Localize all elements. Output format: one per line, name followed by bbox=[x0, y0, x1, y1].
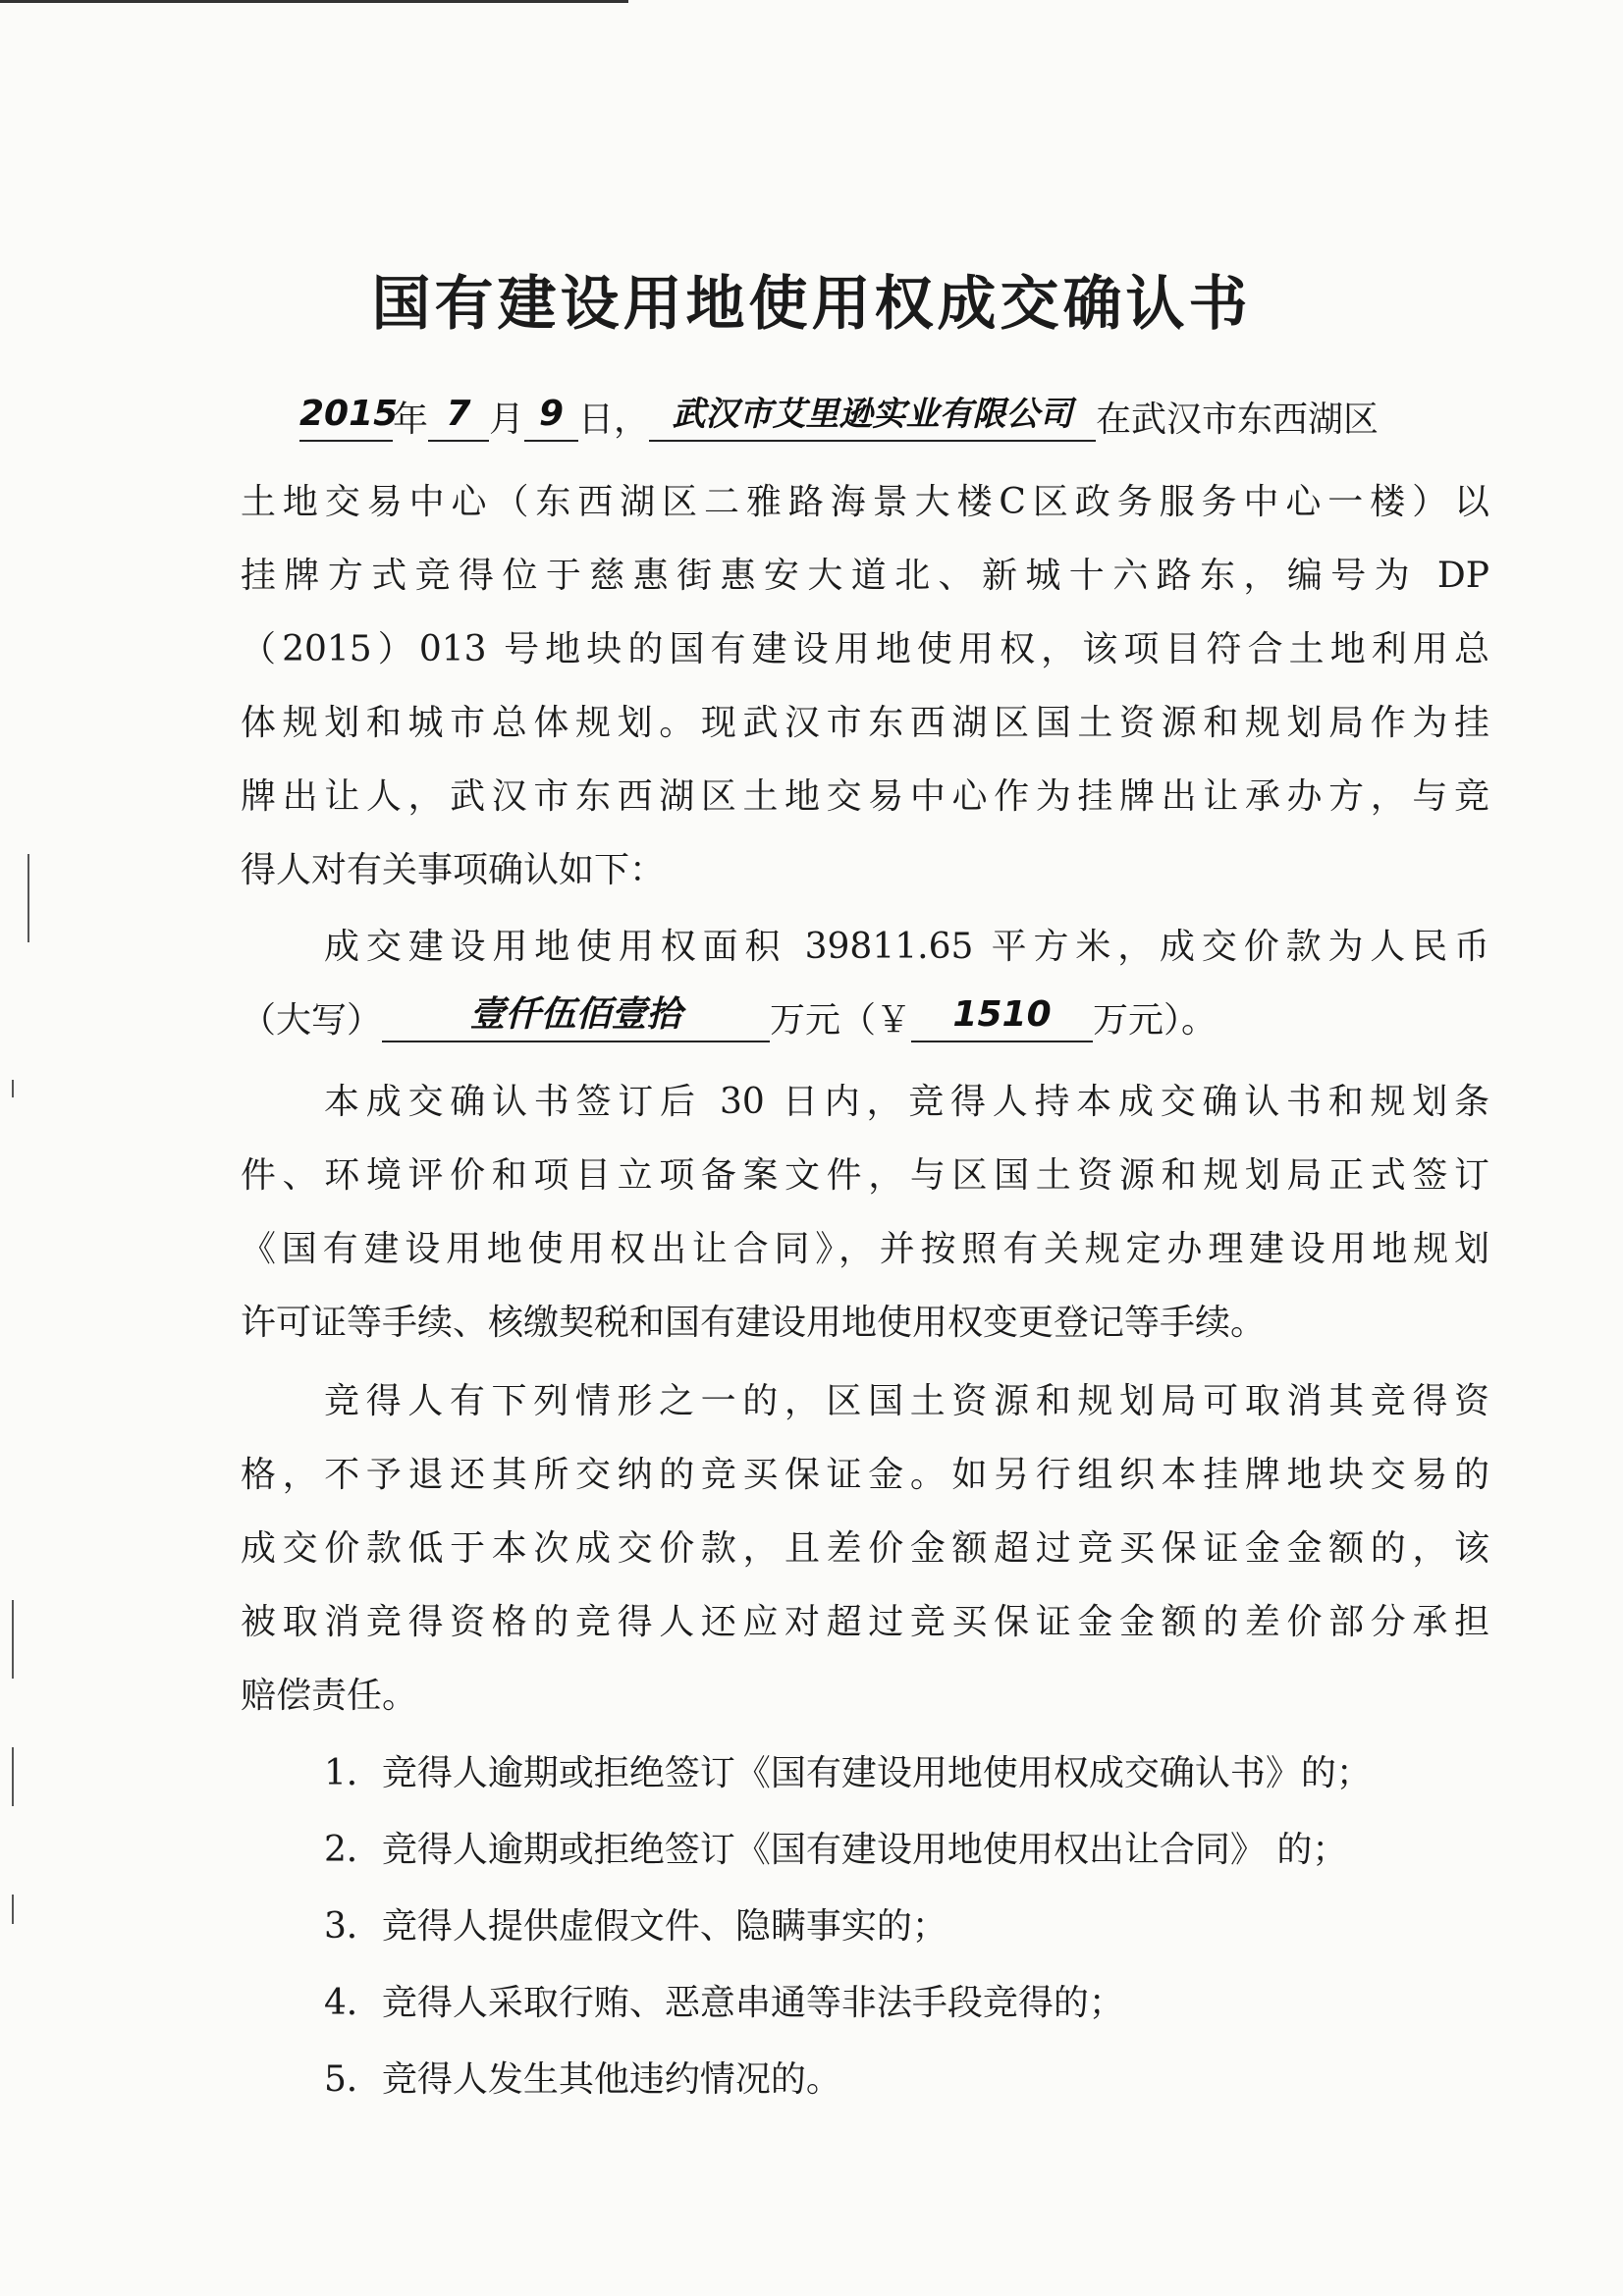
paragraph-line: 本成交确认书签订后 30 日内，竞得人持本成交确认书和规划条 bbox=[324, 1082, 1489, 1122]
paragraph-line: 土地交易中心（东西湖区二雅路海景大楼C区政务服务中心一楼）以 bbox=[241, 482, 1489, 522]
list-item: 2．竞得人逾期或拒绝签订《国有建设用地使用权出让合同》 的； bbox=[324, 1830, 1348, 1870]
scan-artifact bbox=[12, 1080, 14, 1097]
day-handwritten: 9 bbox=[539, 394, 565, 434]
amount-number-label: 万元（￥ bbox=[770, 1000, 912, 1041]
year-label: 年 bbox=[393, 400, 429, 440]
paragraph-line: （2015）013 号地块的国有建设用地使用权，该项目符合土地利用总 bbox=[241, 629, 1489, 669]
amount-upper-label: （大写） bbox=[241, 1000, 383, 1041]
paragraph-line: 许可证等手续、核缴契税和国有建设用地使用权变更登记等手续。 bbox=[241, 1303, 1267, 1343]
scan-artifact bbox=[12, 1895, 14, 1924]
paragraph-line: 挂牌方式竞得位于慈惠街惠安大道北、新城十六路东，编号为 DP bbox=[241, 556, 1489, 596]
amount-number-blank bbox=[911, 994, 1093, 1042]
company-handwritten: 武汉市艾里逊实业有限公司 bbox=[672, 395, 1073, 434]
year-blank bbox=[299, 394, 399, 442]
scan-artifact bbox=[12, 1600, 14, 1679]
scan-artifact bbox=[27, 854, 29, 942]
paragraph-line: 牌出让人，武汉市东西湖区土地交易中心作为挂牌出让承办方，与竞 bbox=[241, 776, 1489, 817]
page-title: 国有建设用地使用权成交确认书 bbox=[371, 270, 1252, 339]
paragraph-line: 件、环境评价和项目立项备案文件，与区国土资源和规划局正式签订 bbox=[241, 1155, 1489, 1196]
month-label: 月 bbox=[489, 400, 525, 440]
scan-artifact bbox=[12, 1747, 14, 1806]
amount-upper-handwritten: 壹仟伍佰壹拾 bbox=[469, 994, 682, 1035]
list-item: 1．竞得人逾期或拒绝签订《国有建设用地使用权成交确认书》的； bbox=[324, 1753, 1372, 1793]
amount-unit-label: 万元）。 bbox=[1093, 1000, 1217, 1041]
paragraph-line: 《国有建设用地使用权出让合同》，并按照有关规定办理建设用地规划 bbox=[241, 1229, 1489, 1269]
scan-edge-line bbox=[0, 0, 628, 3]
day-label: 日， bbox=[578, 400, 650, 440]
year-handwritten: 2015 bbox=[299, 394, 399, 434]
day-blank bbox=[524, 394, 578, 442]
list-item: 5．竞得人发生其他违约情况的。 bbox=[324, 2059, 841, 2100]
company-blank bbox=[649, 395, 1096, 442]
paragraph-line: 体规划和城市总体规划。现武汉市东西湖区国土资源和规划局作为挂 bbox=[241, 703, 1489, 743]
paragraph-line: 得人对有关事项确认如下： bbox=[241, 850, 666, 890]
paragraph-line: 成交建设用地使用权面积 39811.65 平方米，成交价款为人民币 bbox=[324, 927, 1489, 967]
paragraph-line: 被取消竞得资格的竞得人还应对超过竞买保证金金额的差价部分承担 bbox=[241, 1602, 1489, 1642]
list-item: 3．竞得人提供虚假文件、隐瞒事实的； bbox=[324, 1906, 947, 1947]
list-item: 4．竞得人采取行贿、恶意串通等非法手段竞得的； bbox=[324, 1983, 1124, 2023]
amount-line bbox=[241, 994, 1217, 1042]
paragraph-line: 赔偿责任。 bbox=[241, 1676, 418, 1716]
paragraph-line: 成交价款低于本次成交价款，且差价金额超过竞买保证金金额的，该 bbox=[241, 1528, 1489, 1569]
date-company-line bbox=[299, 394, 1380, 442]
amount-upper-blank bbox=[382, 994, 770, 1042]
amount-number-handwritten: 1510 bbox=[952, 994, 1052, 1035]
month-blank bbox=[428, 394, 489, 442]
paragraph-line: 竞得人有下列情形之一的，区国土资源和规划局可取消其竞得资 bbox=[324, 1381, 1489, 1421]
location-text: 在武汉市东西湖区 bbox=[1096, 400, 1380, 440]
paragraph-line: 格，不予退还其所交纳的竞买保证金。如另行组织本挂牌地块交易的 bbox=[241, 1455, 1489, 1495]
month-handwritten: 7 bbox=[446, 394, 471, 434]
